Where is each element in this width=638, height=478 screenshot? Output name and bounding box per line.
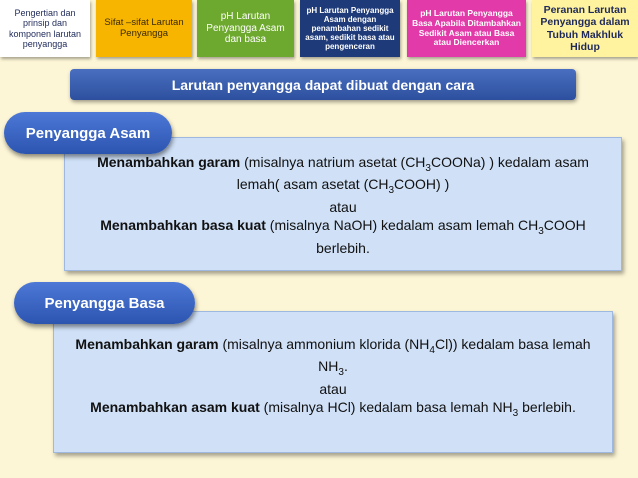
acid-method-1 <box>75 153 611 198</box>
method-bold: Menambahkan garam <box>97 154 241 170</box>
method-bold: Menambahkan asam kuat <box>90 399 260 416</box>
or-text: atau <box>319 380 347 397</box>
text: COOH) ) <box>394 176 450 193</box>
subscript: 3 <box>512 408 519 420</box>
tab-label: Sifat –sifat Larutan Penyangga <box>104 16 184 39</box>
base-method-2 <box>62 398 604 420</box>
tab-ph-penambahan[interactable] <box>300 0 400 57</box>
text: . <box>343 358 348 375</box>
tab-ph-basa-ditambahkan[interactable] <box>407 0 526 57</box>
tab-sifat[interactable] <box>96 0 192 57</box>
tab-label: Pengertian dan prinsip dan komponen larutan penyangga <box>8 7 82 49</box>
acid-buffer-box <box>64 137 622 271</box>
text: (misalnya HCl) kedalam basa lemah NH <box>259 399 513 416</box>
tab-label: pH Larutan Penyangga Asam dengan penambahan sedikit asam, sedikit basa atau pengenceran <box>305 5 395 52</box>
text: (misalnya ammonium klorida (NH <box>218 336 430 352</box>
text: (misalnya NaOH) kedalam asam lemah CH <box>265 217 539 234</box>
acid-method-2 <box>75 216 611 257</box>
heading-label: Penyangga Asam <box>25 124 151 142</box>
top-nav <box>0 0 638 60</box>
section-banner <box>70 69 576 100</box>
method-bold: Menambahkan basa kuat <box>100 217 266 234</box>
tab-label: Peranan Larutan Penyangga dalam Tubuh Makhluk Hidup <box>540 4 630 53</box>
method-bold: Menambahkan garam <box>75 336 219 352</box>
base-method-1 <box>62 335 604 380</box>
text: (misalnya natrium asetat (CH <box>240 154 426 170</box>
subscript: 3 <box>388 185 395 197</box>
base-buffer-heading <box>14 282 195 324</box>
tab-pengertian[interactable] <box>0 0 90 57</box>
banner-title: Larutan penyangga dapat dibuat dengan cara <box>171 76 475 93</box>
acid-buffer-heading <box>4 112 172 154</box>
subscript: 3 <box>538 226 544 238</box>
tab-label: pH Larutan Penyangga Basa Apabila Ditambahkan Sedikit Asam atau Basa atau Diencerkan <box>412 7 521 48</box>
tab-label: pH Larutan Penyangga Asam dan basa <box>206 11 285 46</box>
subscript: 3 <box>425 162 431 174</box>
base-buffer-box <box>53 311 613 453</box>
tab-peranan[interactable] <box>532 0 638 57</box>
text: COOH berlebih. <box>316 217 586 256</box>
or-text: atau <box>329 198 357 215</box>
subscript: 4 <box>429 344 435 356</box>
tab-ph-asam-basa[interactable] <box>197 0 294 57</box>
text: COONa) ) kedalam asam lemah( asam asetat (CH <box>236 154 589 193</box>
subscript: 3 <box>338 367 344 379</box>
text: Cl)) kedalam basa lemah NH <box>318 336 591 375</box>
heading-label: Penyangga Basa <box>44 294 165 312</box>
text: berlebih. <box>518 399 576 416</box>
